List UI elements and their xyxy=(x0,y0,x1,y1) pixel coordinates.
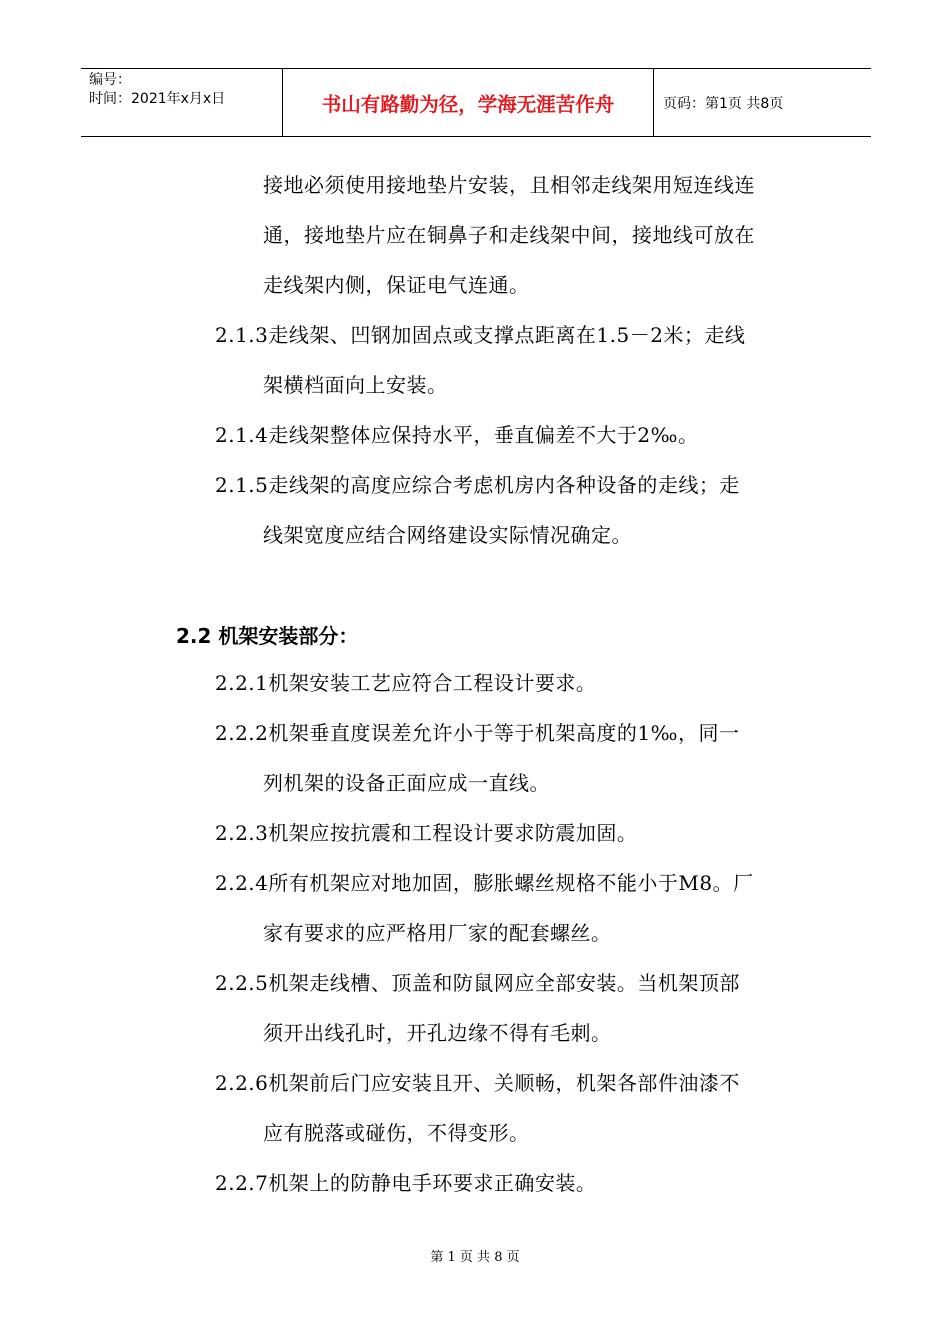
paragraph-line: 2.1.4走线架整体应保持水平，垂直偏差不大于2‰。 xyxy=(215,423,699,447)
paragraph-line: 通，接地垫片应在铜鼻子和走线架中间，接地线可放在 xyxy=(263,223,755,247)
item-line: 2.2.3机架应按抗震和工程设计要求防震加固。 xyxy=(215,821,638,845)
item-line: 2.2.1机架安装工艺应符合工程设计要求。 xyxy=(215,671,597,695)
paragraph-line: 线架宽度应结合网络建设实际情况确定。 xyxy=(263,523,632,547)
paragraph-line: 2.1.3走线架、凹钢加固点或支撑点距离在1.5－2米；走线 xyxy=(215,323,746,347)
page-footer: 第 1 页 共 8 页 xyxy=(430,1250,520,1265)
document-header xyxy=(81,68,871,137)
item-line: 2.2.5机架走线槽、顶盖和防鼠网应全部安装。当机架顶部 xyxy=(215,971,740,995)
item-line: 应有脱落或碰伤，不得变形。 xyxy=(263,1121,530,1145)
item-line: 2.2.6机架前后门应安装且开、关顺畅，机架各部件油漆不 xyxy=(215,1071,740,1095)
paragraph-line: 走线架内侧，保证电气连通。 xyxy=(263,273,530,297)
paragraph-line: 2.1.5走线架的高度应综合考虑机房内各种设备的走线；走 xyxy=(215,473,740,497)
paragraph-line: 接地必须使用接地垫片安装，且相邻走线架用短连线连 xyxy=(263,173,755,197)
item-line: 列机架的设备正面应成一直线。 xyxy=(263,771,550,795)
item-line: 2.2.7机架上的防静电手环要求正确安装。 xyxy=(215,1171,597,1195)
item-line: 2.2.2机架垂直度误差允许小于等于机架高度的1‰，同一 xyxy=(215,721,740,745)
item-line: 2.2.4所有机架应对地加固，膨胀螺丝规格不能小于M8。厂 xyxy=(215,871,754,895)
paragraph-line: 架横档面向上安装。 xyxy=(263,373,448,397)
header-motto: 书山有路勤为径，学海无涯苦作舟 xyxy=(321,92,615,116)
number-label: 编号： xyxy=(89,72,131,88)
item-line: 须开出线孔时，开孔边缘不得有毛刺。 xyxy=(263,1021,612,1045)
header-page-info: 页码：第1页 共8页 xyxy=(663,95,784,112)
item-line: 家有要求的应严格用厂家的配套螺丝。 xyxy=(263,921,612,945)
header-divider xyxy=(653,69,654,136)
time-label: 时间：2021年x月x日 xyxy=(89,91,226,107)
section-title: 2.2 机架安装部分： xyxy=(176,624,359,648)
header-meta xyxy=(89,71,225,109)
